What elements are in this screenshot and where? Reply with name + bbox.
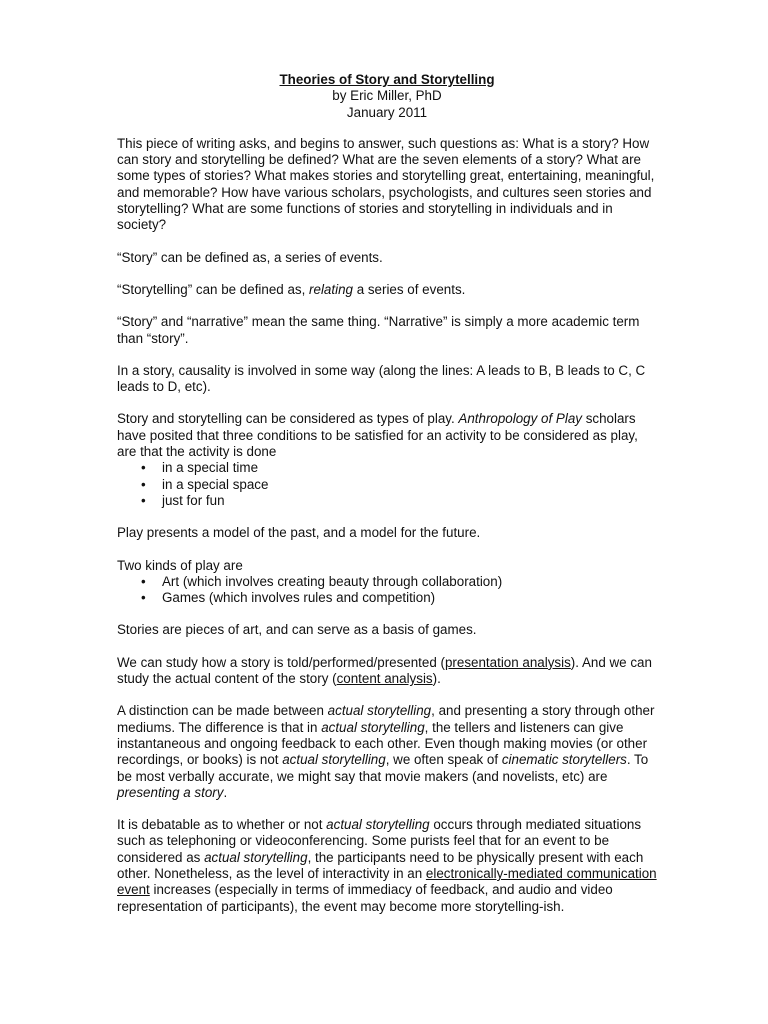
text-span: increases (especially in terms of immediacy of feedback, and audio and video representation of participants), the event may become more storytelling-ish. [117,882,613,914]
document-date: January 2011 [346,104,428,120]
text-span: scholars have posited that three conditions to be satisfied for an activity to be considered as play, are that the activity is done [117,411,638,460]
model-paragraph: Play presents a model of the past, and a model for the future. [117,525,481,541]
emphasis-text: relating [309,281,353,297]
intro-paragraph: This piece of writing asks, and begins to answer, such questions as: What is a story? How can story and storytelling be defined? What are the seven elements of a story? What are some types of stories? What makes stories and storytelling great, entertaining, meaningful, and memorable? How have various scholars, psychologists, and cultures seen stories and storytelling? What are some functions of stories and storytelling in individuals and in society? [117,135,655,233]
text-span: ). [432,671,441,687]
emphasis-text: presenting a story [117,784,224,800]
kinds-of-play-list [117,574,657,607]
distinction-paragraph [117,703,657,801]
emphasis-text: actual storytelling [327,703,432,719]
text-span: We can study how a story is told/performed/presented ( [117,654,445,670]
list-item: • Games (which involves rules and competition) [117,590,657,606]
text-span: , the participants need to be physically present with each other. Nonetheless, as the level of interactivity in an [117,849,644,881]
document-header [117,72,657,121]
text-span: occurs through mediated situations such as telephoning or videoconferencing. Some purists feel that for an event to be considered as [117,817,642,865]
list-item: • in a special space [117,477,657,493]
document-title: Theories of Story and Storytelling [279,72,495,87]
play-paragraph [117,411,657,460]
underlined-term: content analysis [336,671,433,687]
study-paragraph [117,655,657,688]
text-span: , and presenting a story through other mediums. The difference is that in [117,703,655,735]
list-item: • in a special time [117,460,657,476]
text-span: It is debatable as to whether or not [117,817,327,833]
debate-paragraph [117,817,657,915]
storytelling-definition [117,282,657,298]
text-span: ). And we can study the actual content of the story ( [117,654,652,687]
text-span: , we often speak of [385,752,502,768]
emphasis-text: Anthropology of Play [458,411,582,427]
emphasis-text: actual storytelling [321,719,425,735]
emphasis-text: actual storytelling [326,817,430,833]
text-span: a series of events. [352,281,466,297]
text-span: . To be most verbally accurate, we might say that movie makers (and novelists, etc) are [117,752,649,784]
emphasis-text: actual storytelling [204,849,308,865]
text-span: Story and storytelling can be considered as types of play. [117,411,459,427]
story-definition: “Story” can be defined as, a series of events. [117,249,383,265]
text-span: , the tellers and listeners can give instantaneous and ongoing feedback to each other. Even though making movies (or other recordings, or books) is not [117,719,648,768]
causality-paragraph: In a story, causality is involved in some way (along the lines: A leads to B, B leads to C, C leads to D, etc). [117,362,646,395]
text-span: “Storytelling” can be defined as, [117,281,310,297]
list-item: • Art (which involves creating beauty through collaboration) [117,574,657,590]
play-conditions-list [117,460,657,509]
emphasis-text: actual storytelling [282,752,386,768]
underlined-term: electronically-mediated communication event [117,865,657,898]
document-author: by Eric Miller, PhD [332,88,442,104]
art-paragraph: Stories are pieces of art, and can serve as a basis of games. [117,622,477,638]
underlined-term: presentation analysis [444,654,571,670]
list-item: • just for fun [117,493,657,509]
kinds-of-play-intro: Two kinds of play are [117,557,243,573]
document-page [117,72,657,931]
text-span: A distinction can be made between [117,703,328,719]
emphasis-text: cinematic storytellers [501,752,627,768]
text-span: . [223,784,228,800]
narrative-paragraph: “Story” and “narrative” mean the same thing. “Narrative” is simply a more academic term than “story”. [117,314,640,346]
